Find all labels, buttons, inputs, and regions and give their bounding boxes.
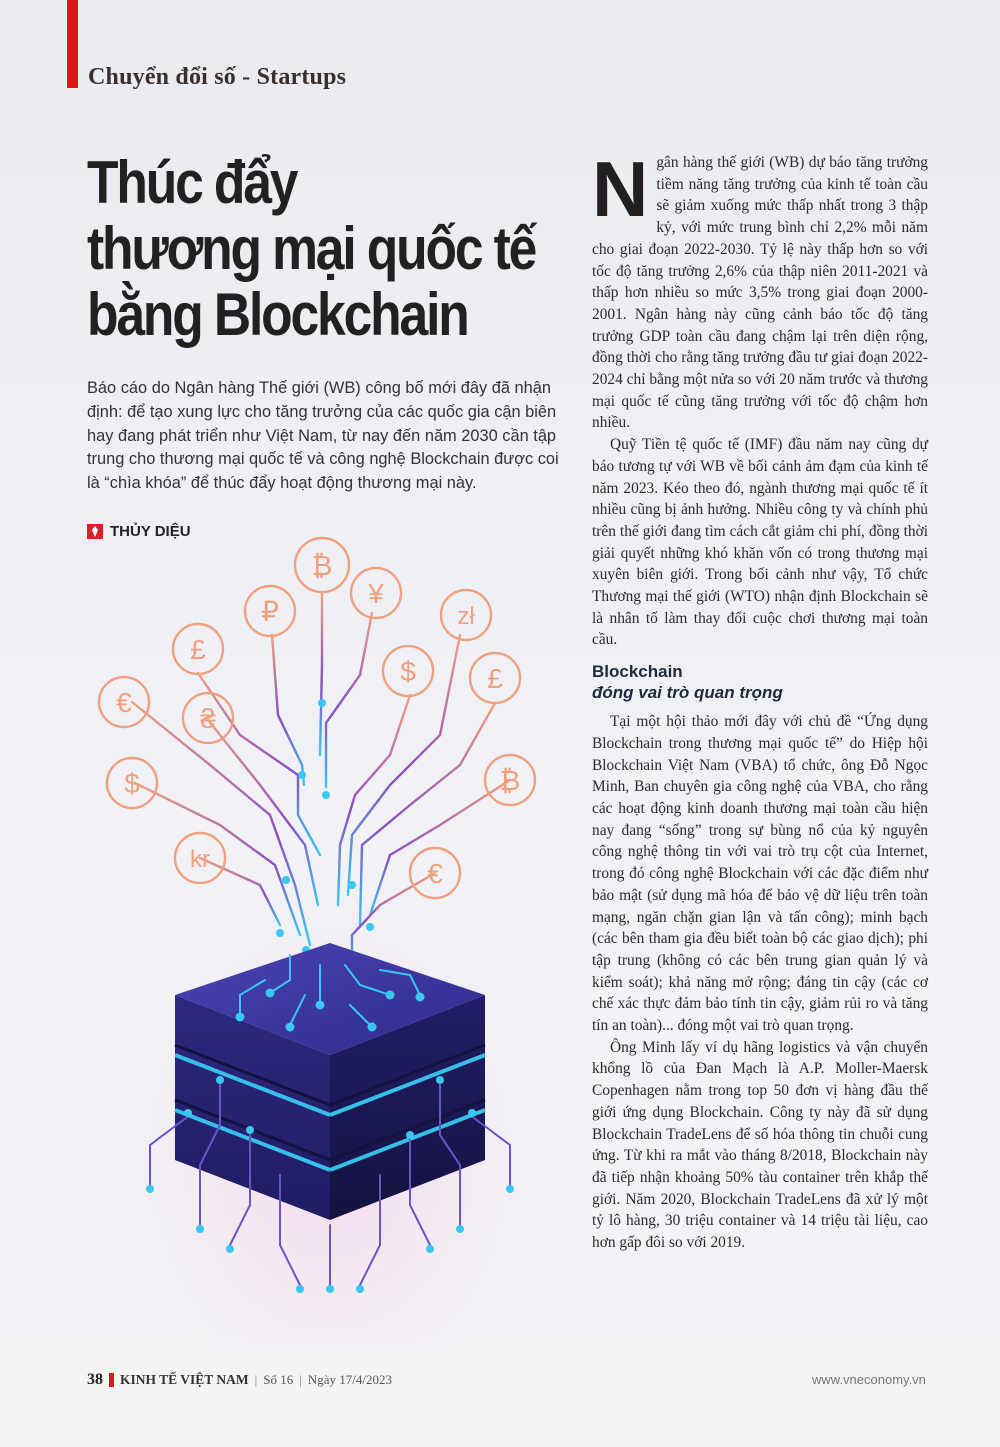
bitcoin-symbol: ₿ bbox=[311, 550, 333, 581]
author-name: THỦY DIỆU bbox=[110, 523, 191, 540]
issue-number: Số 16 bbox=[263, 1372, 294, 1387]
ruble-symbol: ₽ bbox=[261, 596, 279, 627]
dropcap: N bbox=[592, 145, 649, 233]
dollar-symbol: $ bbox=[400, 656, 416, 687]
paragraph-3: Tại một hội thảo mới đây với chủ đề “Ứng dụng Blockchain trong thương mại quốc tế” do Hiệp hội Blockchain Việt Nam (VBA) tổ chức, ông Đỗ Ngọc Minh, Ban chuyên gia công nghệ của VBA, cho rằng các hoạt động kinh doanh thương mại toàn cầu hiện nay đang “sống” trong sự bùng nổ của kỷ nguyên công nghệ thông tin với vai trò trụ cột của Internet, trong đó công nghệ Blockchain với các đặc điểm như bảo mật (sử dụng mã hóa để bảo vệ dữ liệu trên toàn mạng, ngăn chặn gian lận và tấn công); minh bạch (các bên tham gia đều biết toàn bộ các giao dịch); phi tập trung (không có các bên trung gian quản lý và kiểm soát); khả năng mở rộng; đáng tin cậy (các cơ chế xác thực đảm bảo tính tin cậy, giảm rủi ro và tăng tín an toàn)... đóng một vai trò quan trọng. bbox=[592, 713, 928, 1035]
article-body bbox=[592, 145, 928, 1254]
subheading bbox=[592, 661, 928, 703]
bitcoin-symbol-2: ₿ bbox=[499, 765, 521, 796]
paragraph-2: Quỹ Tiền tệ quốc tế (IMF) đầu năm nay cũng dự báo tương tự với WB về bối cảnh ảm đạm của kinh tế năm 2023. Kéo theo đó, ngành thương mại quốc tế ít nhiều cũng bị ảnh hưởng. Nhiều công ty và chính phủ trên thế giới đang tìm cách cắt giảm chi phí, đồng thời giải quyết những khó khăn vốn có trong thương mại xuyên biên giới. Trong bối cảnh như vậy, Tổ chức Thương mại thế giới (WTO) nhận định Blockchain sẽ là nhân tố làm thay đổi cuộc chơi thương mại toàn cầu. bbox=[592, 436, 928, 649]
title-line-1: Thúc đẩy bbox=[87, 149, 297, 216]
website-link[interactable]: www.vneconomy.vn bbox=[812, 1372, 926, 1387]
page-footer bbox=[87, 1371, 392, 1389]
blockchain-illustration bbox=[90, 525, 570, 1345]
dollar-symbol-2: $ bbox=[124, 768, 140, 799]
title-line-3: bằng Blockchain bbox=[87, 281, 468, 348]
footer-separator: | bbox=[254, 1372, 258, 1387]
paragraph-4: Ông Minh lấy ví dụ hãng logistics và vận chuyển khổng lồ của Đan Mạch là A.P. Moller-Maersk Copenhagen nằm trong top 50 đơn vị hàng đầu thế giới ứng dụng Blockchain. Công ty này đã sử dụng Blockchain TradeLens để số hóa thông tin chuỗi cung ứng. Từ khi ra mắt vào tháng 8/2018, Blockchain này đã tiếp nhận khoảng 50% tàu container trên khắp thế giới. Năm 2020, Blockchain TradeLens đã xử lý một tỷ lô hàng, 30 triệu container và 14 triệu tài liệu, cao hơn gấp đôi so với 2019. bbox=[592, 1038, 928, 1252]
subheading-line-2: đóng vai trò quan trọng bbox=[592, 683, 783, 703]
hryvnia-symbol: ₴ bbox=[200, 703, 216, 734]
section-label: Chuyển đổi số - Startups bbox=[88, 64, 347, 90]
article-title bbox=[87, 149, 536, 348]
zloty-symbol: zł bbox=[457, 603, 475, 630]
pound-symbol: £ bbox=[190, 634, 206, 665]
issue-date: Ngày 17/4/2023 bbox=[307, 1372, 393, 1387]
magazine-name: KINH TẾ VIỆT NAM bbox=[120, 1372, 249, 1387]
page-number: 38 bbox=[87, 1371, 103, 1388]
krona-symbol: kr bbox=[190, 846, 210, 873]
subheading-line-1: Blockchain bbox=[592, 662, 683, 682]
title-line-2: thương mại quốc tế bbox=[87, 215, 536, 282]
footer-separator-2: | bbox=[299, 1372, 302, 1387]
pound-symbol-2: £ bbox=[487, 663, 503, 694]
footer-red-marker bbox=[109, 1373, 114, 1387]
euro-symbol: € bbox=[116, 687, 132, 718]
article-lead: Báo cáo do Ngân hàng Thế giới (WB) công bố mới đây đã nhận định: để tạo xung lực cho tăng trưởng của các quốc gia cận biên hay đang phát triển như Việt Nam, từ nay đến năm 2030 cần tập trung cho thương mại quốc tế và công nghệ Blockchain được coi là “chìa khóa” để thúc đẩy hoạt động thương mại này. bbox=[87, 379, 559, 493]
yen-symbol: ¥ bbox=[368, 578, 384, 609]
euro-symbol-2: € bbox=[427, 858, 443, 889]
section-marker-bar bbox=[67, 0, 78, 88]
paragraph-1-text: gân hàng thế giới (WB) dự báo tăng trưởng tiềm năng tăng trưởng của kinh tế toàn cầu sẽ giảm xuống mức thấp nhất trong 3 thập kỷ, với mức trung bình chỉ 2,2% mỗi năm cho giai đoạn 2022-2030. Tỷ lệ này thấp hơn so với tốc độ tăng trưởng 2,6% của thập niên 2011-2021 và thấp hơn nhiều so mức 3,5% trong giai đoạn 2000-2001. Ngân hàng này cũng cảnh báo tốc độ tăng trưởng GDP toàn cầu đang chậm lại trên diện rộng, đồng thời cho rằng tăng trưởng đầu tư giai đoạn 2022-2024 chỉ bằng một nửa so với 20 năm trước và thương mại quốc tế cũng tăng trưởng với tốc độ chậm hơn nhiều. bbox=[592, 154, 928, 432]
paragraph-1 bbox=[592, 145, 928, 434]
